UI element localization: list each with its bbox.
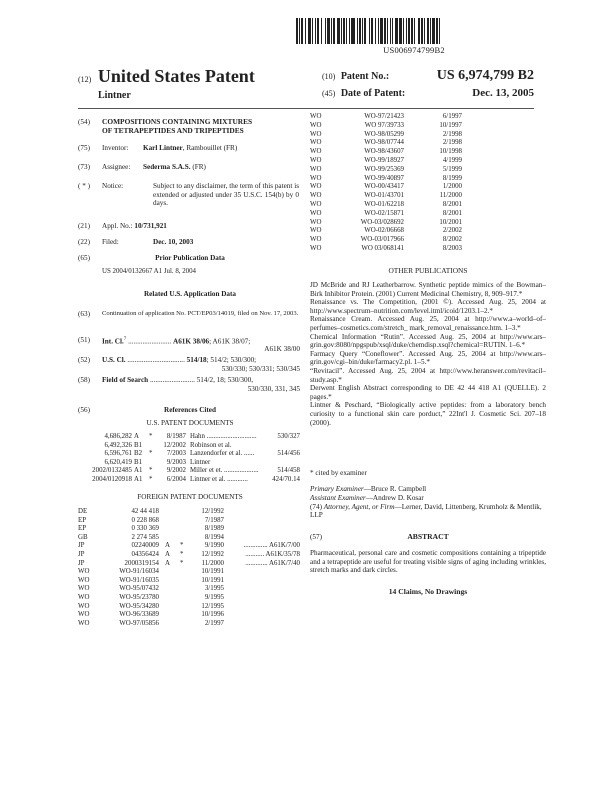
- assistant-examiner-label: Assistant Examiner: [310, 493, 366, 502]
- country-code: WO: [310, 148, 322, 156]
- attorney-name: —Lerner, David, Littenberg, Krumholz & Mentlik, LLP: [310, 502, 542, 520]
- foreign-patent-row: [310, 131, 546, 140]
- patent-date: 11/2000: [201, 559, 224, 567]
- patent-date: 8/1999: [442, 174, 462, 182]
- foreign-patent-row: [310, 227, 546, 236]
- patent-date: 2/2002: [442, 227, 462, 235]
- patent-date: 9/2003: [166, 458, 186, 466]
- header-divider: [78, 108, 534, 109]
- country-code: WO: [310, 139, 322, 147]
- int-cl-rest: ; A61K 38/07;: [209, 337, 251, 346]
- patent-number: WO-91/16034: [119, 568, 159, 576]
- abstract-heading: ABSTRACT: [407, 532, 449, 541]
- patent-date: 8/1987: [166, 433, 186, 440]
- related-application-heading: Related U.S. Application Data: [143, 290, 237, 298]
- patent-class: ........... A61K/35/78: [245, 551, 300, 558]
- patent-date: 2/1998: [442, 130, 462, 138]
- patent-date: 5/1999: [442, 165, 462, 173]
- foreign-patent-row: [310, 183, 546, 192]
- assignee-name: Sederma S.A.S.: [143, 163, 191, 171]
- patent-number: WO-00/43417: [364, 183, 404, 191]
- patent-date: 9/1995: [204, 594, 224, 601]
- patent-number-code: (10): [322, 72, 336, 81]
- notice-text: Subject to any disclaimer, the term of this patent is extended or adjusted under 35 U.S.C. 154(b) by 0 days.: [153, 182, 299, 208]
- foreign-patent-row: [310, 175, 546, 184]
- patent-number: WO-95/34280: [119, 602, 159, 610]
- patent-number-label: Patent No.:: [340, 71, 390, 82]
- patent-number: WO 97/39733: [364, 121, 404, 129]
- patent-kind: A: [165, 559, 170, 567]
- patent-number: WO-99/18927: [364, 157, 404, 164]
- foreign-patent-row: [310, 210, 546, 219]
- patent-date: 10/1991: [201, 568, 224, 576]
- foreign-patent-row: [310, 166, 546, 175]
- patent-inventor: Lintner: [190, 458, 211, 466]
- us-patent-row: [78, 476, 302, 485]
- patent-number: 6,596,761: [104, 450, 132, 458]
- title-line-1: COMPOSITIONS CONTAINING MIXTURES: [102, 117, 253, 126]
- inventor-label: Inventor:: [102, 144, 129, 152]
- cited-marker: *: [149, 433, 153, 440]
- country-code: WO: [310, 183, 322, 191]
- patent-date: 6/1997: [442, 113, 462, 120]
- patent-number: WO-98/05299: [364, 130, 404, 138]
- patent-date: 8/2001: [442, 209, 462, 217]
- patent-class: 514/456: [277, 450, 300, 458]
- document-type: [78, 66, 255, 87]
- publication-item: Farmacy Query “Coneflower”. Accessed Aug. 25, 2004 at http://www.ars–grin.gov/cgi–bin/duke/farmacy2.pl. 1–5.*: [310, 349, 546, 367]
- country-code: WO: [78, 576, 90, 584]
- prior-publication-text: US 2004/0132667 A1 Jul. 8, 2004: [102, 268, 196, 275]
- patent-date: 10/1997: [439, 121, 462, 129]
- foreign-patent-row: [310, 201, 546, 210]
- foreign-patent-row: [310, 219, 546, 228]
- patent-inventor: Hahn .............................: [190, 433, 257, 440]
- primary-examiner-label: Primary Examiner: [310, 485, 364, 493]
- patent-number: WO-99/25369: [364, 165, 404, 173]
- abstract-code: (57): [310, 533, 322, 541]
- patent-date: 3/1995: [204, 585, 224, 593]
- patent-date: 10/1998: [439, 148, 462, 156]
- patent-date: 2/1998: [442, 139, 462, 147]
- application-number: 10/731,921: [134, 222, 167, 230]
- patent-number: 6,492,326: [104, 441, 132, 449]
- references-code: (56): [78, 406, 90, 414]
- country-code: DE: [78, 508, 88, 515]
- patent-kind: B2: [134, 450, 143, 458]
- examiners-block: [310, 485, 546, 520]
- patent-number: WO-96/33689: [119, 611, 159, 619]
- date-of-patent-row: [322, 88, 534, 102]
- patent-kind: A: [165, 551, 170, 558]
- foreign-patent-row: [310, 139, 546, 148]
- patent-number: WO-97/05856: [119, 619, 159, 627]
- country-code: WO: [78, 611, 90, 619]
- abstract-text: Pharmaceutical, personal care and cosmetic compositions containing a tripeptide and a tetrapeptide are useful for treating visible signs of aging including wrinkles, stretch marks and dark circles.: [310, 549, 546, 575]
- foreign-patent-row: [310, 192, 546, 201]
- us-cl-rest: ; 514/2; 530/300;: [206, 356, 257, 364]
- publication-item: JD McBride and RJ Leatherbarrow. Synthetic peptide mimics of the Bowman–Birk Inhibitor Protein. (2001) Current Medicinal Chemistry, 8, 909–917.*: [310, 281, 546, 298]
- barcode-number: US006974799B2: [383, 45, 445, 55]
- patent-kind: A: [134, 433, 139, 440]
- date-of-patent: Dec. 13, 2005: [472, 87, 534, 99]
- patent-date: 7/2003: [166, 450, 186, 458]
- patent-date: 10/1996: [201, 611, 224, 619]
- patent-date: 2/1997: [204, 619, 224, 627]
- inventor-location: , Rambouillet (FR): [182, 144, 238, 152]
- patent-kind: A: [165, 542, 170, 550]
- foreign-patent-documents-heading: FOREIGN PATENT DOCUMENTS: [137, 493, 243, 501]
- primary-examiner: [310, 485, 546, 494]
- us-cl-code: (52): [78, 356, 90, 364]
- continuation-text: Continuation of application No. PCT/EP03/14019, filed on Nov. 17, 2003.: [102, 310, 299, 317]
- patent-date: 4/1999: [442, 157, 462, 164]
- country-code: JP: [78, 542, 85, 550]
- prior-publication-code: (65): [78, 254, 90, 262]
- patent-inventor: Robinson et al.: [190, 441, 232, 449]
- assignee-code: (73): [78, 163, 90, 171]
- cited-by-examiner-note: * cited by examiner: [310, 469, 367, 477]
- country-code: EP: [78, 525, 87, 533]
- country-code: WO: [310, 236, 322, 244]
- patent-number: WO-98/43607: [364, 148, 404, 156]
- patent-number: WO-03/017966: [360, 236, 404, 244]
- country-code: WO: [78, 602, 90, 610]
- cited-marker: *: [149, 476, 153, 483]
- leader-dots: .........................: [148, 376, 197, 384]
- patent-date: 12/1992: [201, 551, 224, 558]
- claims-summary: 14 Claims, No Drawings: [388, 587, 468, 596]
- date-code: (45): [322, 89, 336, 98]
- assistant-examiner: [310, 494, 546, 503]
- patent-class: .............. A61K/7/00: [243, 542, 300, 550]
- patent-class: ............. A61K/7/40: [245, 559, 300, 567]
- patent-number: 0 330 369: [131, 525, 159, 533]
- patent-inventor: Miller et et. ....................: [190, 467, 259, 475]
- leader-dots: ........................: [126, 337, 173, 346]
- patent-number: US 6,974,799 B2: [436, 68, 534, 83]
- publication-item: Derwent English Abstract corresponding to DE 42 44 418 A1 (QUELLE). 2 pages.*: [310, 384, 546, 401]
- patent-date: 7/1987: [204, 516, 224, 524]
- field-of-search-values: 514/2, 18; 530/300,: [196, 376, 254, 384]
- patent-number: WO-95/23780: [119, 594, 159, 601]
- int-cl-main: A61K 38/06: [173, 337, 210, 346]
- patent-date: 1/2000: [442, 183, 462, 191]
- field-of-search-code: (58): [78, 376, 90, 384]
- patent-date: 8/1989: [204, 525, 224, 533]
- country-code: WO: [78, 594, 90, 601]
- references-heading: References Cited: [164, 406, 216, 414]
- country-code: WO: [310, 174, 322, 182]
- patent-date: 12/1995: [201, 602, 224, 610]
- field-of-search-label: Field of Search: [102, 376, 149, 384]
- attorney-code: (74): [310, 502, 324, 511]
- patent-number: 2002/0132485: [92, 467, 132, 475]
- foreign-patent-row: [310, 236, 546, 245]
- country-code: JP: [78, 559, 85, 567]
- cited-marker: *: [149, 450, 153, 458]
- other-publications-heading: OTHER PUBLICATIONS: [388, 266, 468, 275]
- country-code: WO: [310, 165, 322, 173]
- country-code: EP: [78, 516, 87, 524]
- patent-number: WO-03/028692: [360, 218, 404, 226]
- int-cl-edition: 7: [123, 337, 127, 342]
- country-code: WO: [78, 568, 90, 576]
- foreign-patent-row: [310, 245, 546, 254]
- barcode: [296, 18, 532, 44]
- publication-item: Lintner & Peschard, “Biologically active peptides: from a laboratory bench curiosity to a functional skin care porduct,” 22Int'l J. Cosmetic Sci. 207–18 (2000).: [310, 401, 546, 427]
- type-code: (12): [78, 75, 92, 84]
- notice-code: ( * ): [78, 182, 90, 190]
- country-code: JP: [78, 551, 85, 558]
- country-code: WO: [310, 130, 322, 138]
- date-label: Date of Patent:: [340, 88, 406, 99]
- filed-code: (22): [78, 238, 90, 246]
- document-type-label: United States Patent: [97, 66, 255, 86]
- patent-kind: A1: [134, 467, 143, 475]
- other-publications-list: [310, 281, 546, 427]
- country-code: WO: [310, 192, 322, 200]
- publications-wrapper: [310, 281, 546, 427]
- patent-kind: B1: [134, 441, 143, 449]
- patent-number: 04356424: [131, 551, 159, 558]
- patent-class: 530/327: [277, 433, 300, 440]
- publication-item: Renaissance vs. The Competition, (2001 ©). Accessed Aug. 25, 2004 at http://www.spectrum–nutrition.com/level.itml/icoid/1203.1–2.*: [310, 298, 546, 315]
- assistant-examiner-name: —Andrew D. Kosar: [365, 493, 424, 502]
- patent-date: 8/1994: [204, 533, 224, 541]
- filed-date: Dec. 10, 2003: [153, 238, 194, 246]
- prior-publication-heading: Prior Publication Data: [155, 254, 225, 262]
- patent-number: WO-02/06668: [364, 227, 404, 235]
- patent-date: 12/1992: [201, 508, 224, 515]
- patent-class: 424/70.14: [272, 476, 300, 483]
- country-code: WO: [310, 121, 322, 129]
- continuation-code: (63): [78, 310, 90, 318]
- patent-date: 11/2000: [439, 192, 462, 200]
- barcode-bar: [440, 18, 442, 44]
- patent-number: 6,620,419: [104, 458, 132, 466]
- country-code: WO: [310, 227, 322, 235]
- patent-number: WO-91/16035: [119, 576, 159, 584]
- us-cl-label: U.S. Cl.: [102, 356, 126, 364]
- leader-dots: ................................: [125, 356, 187, 364]
- patent-date: 10/1991: [201, 576, 224, 584]
- patent-number: 2004/0120918: [92, 476, 132, 483]
- patent-date: 8/2001: [442, 201, 462, 208]
- int-cl-rest-2: A61K 38/00: [264, 345, 300, 353]
- application-label: Appl. No.:: [102, 222, 133, 230]
- title-code: (54): [78, 118, 90, 126]
- patent-number: 2 274 585: [131, 533, 159, 541]
- foreign-patent-row: [78, 620, 302, 629]
- patent-number: WO 03/068141: [361, 245, 404, 252]
- patent-date: 10/2001: [439, 218, 462, 226]
- inventor-surname: Lintner: [98, 90, 131, 101]
- patent-number: 2000319154: [124, 559, 159, 567]
- publication-item: Renaissance Cream. Accessed Aug. 25, 2004 at http://www.a–world–of–perfumes–cosmetics.com/stretch_ mark_removal_renaissance.htm. 1–3.*: [310, 315, 546, 332]
- patent-number: 4,686,282: [104, 433, 132, 440]
- cited-marker: *: [180, 559, 184, 567]
- patent-number: WO-95/07432: [119, 585, 159, 593]
- attorney-label: Attorney, Agent, or Firm: [323, 502, 395, 511]
- patent-kind: A1: [134, 476, 143, 483]
- patent-date: 9/1990: [204, 542, 224, 550]
- us-cl-rest-2: 530/330; 530/331; 530/345: [221, 365, 300, 373]
- patent-date: 8/2003: [442, 245, 462, 252]
- country-code: WO: [310, 245, 322, 252]
- patent-number: WO-99/40897: [364, 174, 404, 182]
- country-code: GB: [78, 533, 88, 541]
- patent-inventor: Lanzendorfer et al. ......: [190, 450, 255, 458]
- publication-item: Chemical Information “Rutin”. Accessed Aug. 25, 2004 at http://www.ars–grin.gov:8080/npgspub/xsql/duke/chemdisp.xsql?chemical=RUTIN. 1–6.*: [310, 332, 546, 350]
- publication-item: “Revitacil”. Accessed Aug. 25, 2004 at http://www.heranswer.com/revitacil–study.asp.*: [310, 366, 546, 384]
- patent-class: 514/458: [277, 467, 300, 475]
- foreign-patent-row: [310, 148, 546, 157]
- country-code: WO: [310, 218, 322, 226]
- assignee-location: (FR): [190, 163, 206, 171]
- int-cl-code: (51): [78, 336, 90, 344]
- foreign-patent-row: [310, 122, 546, 131]
- patent-date: 12/2002: [163, 441, 186, 449]
- country-code: WO: [310, 157, 322, 164]
- filed-label: Filed:: [102, 238, 119, 246]
- patent-date: 8/2002: [442, 236, 462, 244]
- foreign-patent-row: [310, 157, 546, 166]
- patent-number: WO-01/62218: [364, 201, 404, 208]
- patent-date: 6/2004: [166, 476, 186, 483]
- primary-examiner-name: —Bruce R. Campbell: [363, 485, 427, 493]
- country-code: WO: [310, 113, 322, 120]
- country-code: WO: [78, 619, 90, 627]
- patent-date: 9/2002: [166, 467, 186, 475]
- patent-number-row: [322, 68, 534, 85]
- patent-inventor: Lintner et al. ............: [190, 476, 248, 483]
- patent-number: WO-02/15871: [364, 209, 404, 217]
- field-of-search-values-2: 530/330, 331, 345: [247, 385, 300, 393]
- title-line-2: OF TETRAPEPTIDES AND TRIPEPTIDES: [102, 125, 244, 135]
- int-cl-label: Int. Cl.: [102, 337, 124, 346]
- patent-number: WO-98/07744: [364, 139, 404, 147]
- patent-number: WO-97/21423: [364, 113, 404, 120]
- cited-marker: *: [180, 542, 184, 550]
- country-code: WO: [310, 201, 322, 208]
- application-code: (21): [78, 222, 90, 230]
- inventor-name: Karl Lintner: [143, 144, 183, 152]
- attorney: [310, 503, 546, 521]
- cited-marker: *: [180, 551, 184, 558]
- notice-label: Notice:: [102, 182, 124, 190]
- country-code: WO: [78, 585, 90, 593]
- foreign-patent-row: [310, 113, 546, 122]
- us-cl-main: 514/18: [186, 356, 207, 364]
- assignee-label: Assignee:: [102, 163, 131, 171]
- country-code: WO: [310, 209, 322, 217]
- inventor-code: (75): [78, 144, 90, 152]
- patent-kind: B1: [134, 458, 143, 466]
- patent-number: 42 44 418: [131, 508, 159, 515]
- patent-number: WO-01/43701: [364, 192, 404, 200]
- patent-number: 02240009: [131, 542, 159, 550]
- us-patent-documents-heading: U.S. PATENT DOCUMENTS: [146, 419, 234, 427]
- cited-marker: *: [149, 467, 153, 475]
- patent-number: 0 228 868: [131, 516, 159, 524]
